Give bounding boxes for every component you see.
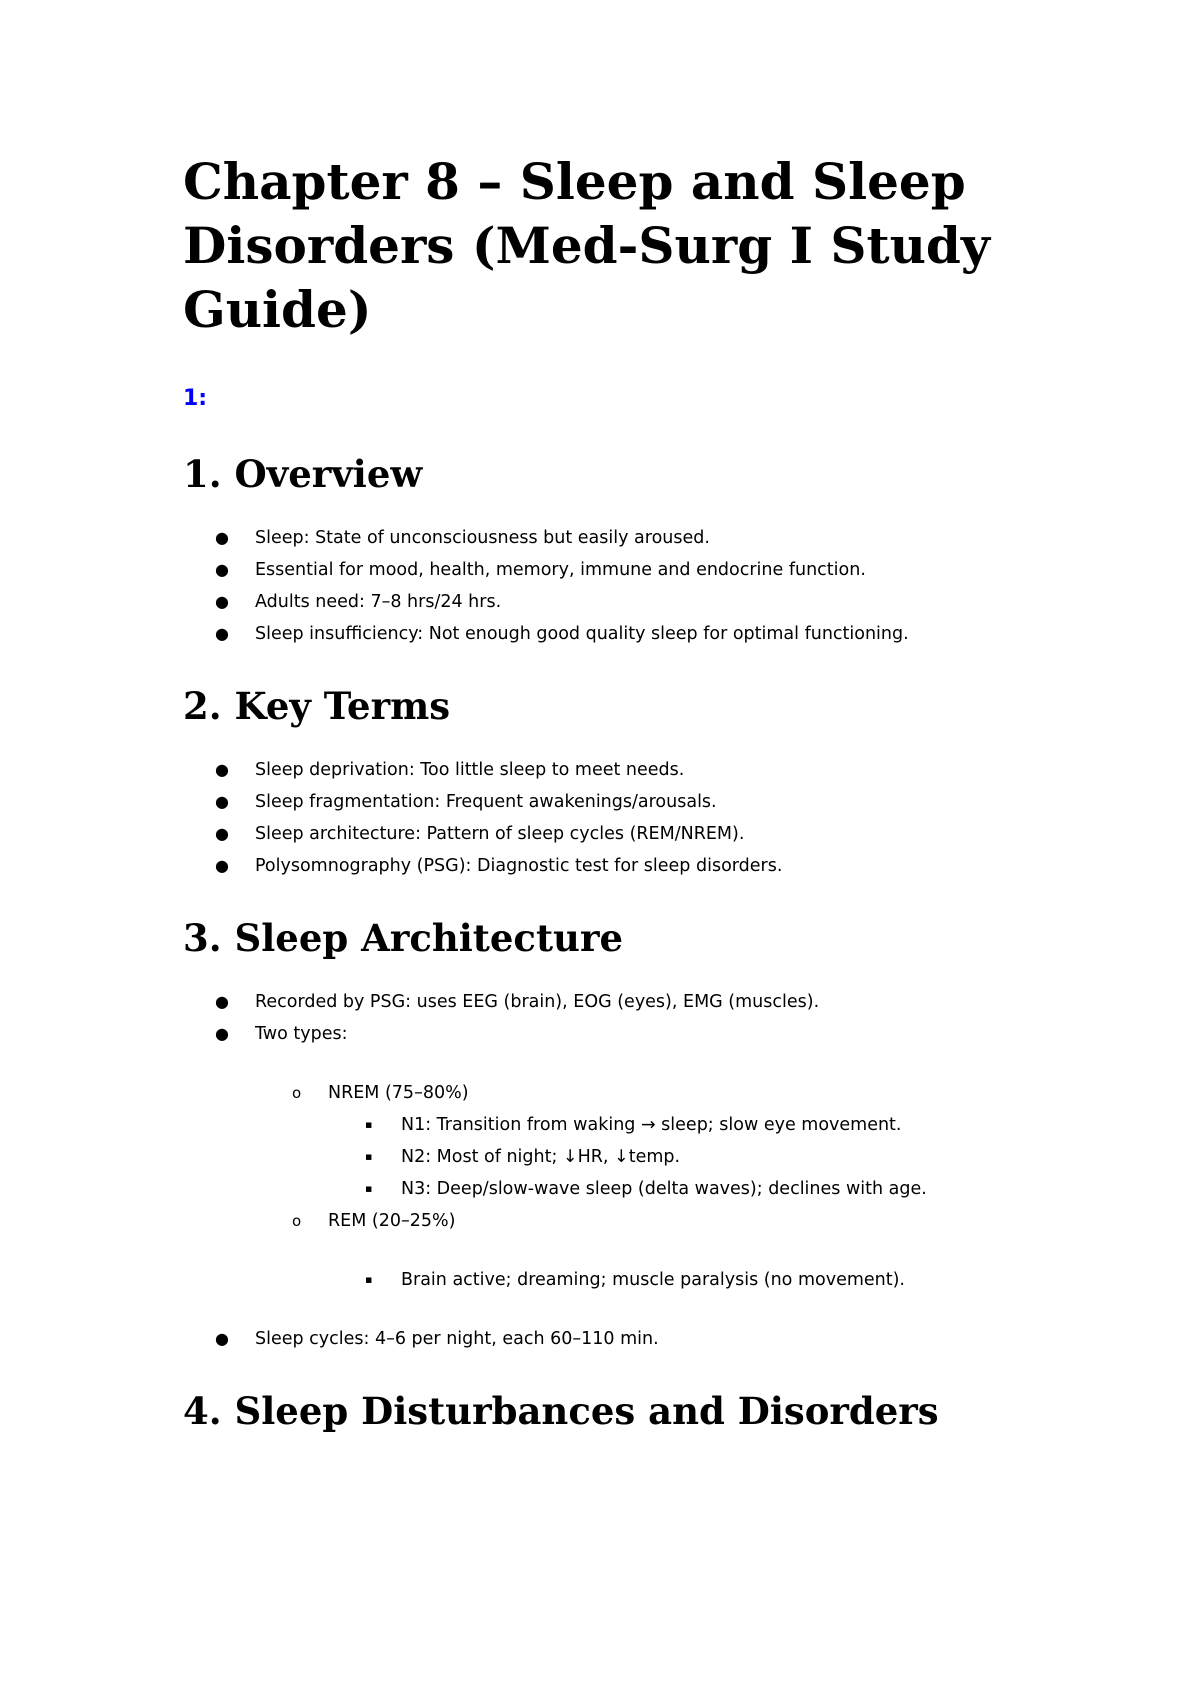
list-item: ● Recorded by PSG: uses EEG (brain), EOG (eyes), EMG (muscles). bbox=[183, 986, 1043, 1018]
document-title: Chapter 8 – Sleep and Sleep Disorders (Med-Surg I Study Guide) bbox=[183, 152, 990, 339]
bullet-icon: ● bbox=[215, 560, 229, 579]
square-bullet-icon: ▪ bbox=[365, 1182, 373, 1195]
bullet-icon: ● bbox=[215, 792, 229, 811]
bullet-icon: ● bbox=[215, 1024, 229, 1043]
rem-list bbox=[183, 1205, 1043, 1237]
bullet-icon: ● bbox=[215, 528, 229, 547]
rem-details-list bbox=[183, 1264, 1043, 1296]
section-number-label: 1: bbox=[183, 386, 208, 411]
list-item: ● Two types: bbox=[183, 1018, 1043, 1050]
list-item: ● Sleep fragmentation: Frequent awakenings/arousals. bbox=[183, 786, 1043, 818]
list-item: ● Essential for mood, health, memory, immune and endocrine function. bbox=[183, 554, 1043, 586]
sleep-types-list bbox=[183, 1077, 1043, 1109]
square-bullet-icon: ▪ bbox=[365, 1273, 373, 1286]
list-item: ▪ N2: Most of night; ↓HR, ↓temp. bbox=[183, 1141, 1043, 1173]
list-item-rem: o REM (20–25%) bbox=[183, 1205, 1043, 1237]
bullet-icon: ● bbox=[215, 624, 229, 643]
heading-sleep-architecture: 3. Sleep Architecture bbox=[183, 916, 623, 960]
bullet-icon: ● bbox=[215, 992, 229, 1011]
list-item: ● Polysomnography (PSG): Diagnostic test for sleep disorders. bbox=[183, 850, 1043, 882]
square-bullet-icon: ▪ bbox=[365, 1118, 373, 1131]
architecture-list bbox=[183, 986, 1043, 1050]
list-item: ● Sleep deprivation: Too little sleep to meet needs. bbox=[183, 754, 1043, 786]
hollow-bullet-icon: o bbox=[292, 1212, 302, 1230]
list-item: ● Sleep insufficiency: Not enough good quality sleep for optimal functioning. bbox=[183, 618, 1043, 650]
list-item: ▪ N1: Transition from waking → sleep; slow eye movement. bbox=[183, 1109, 1043, 1141]
list-item: ● Sleep architecture: Pattern of sleep cycles (REM/NREM). bbox=[183, 818, 1043, 850]
heading-overview: 1. Overview bbox=[183, 452, 423, 496]
bullet-icon: ● bbox=[215, 824, 229, 843]
list-item: ● Sleep: State of unconsciousness but easily aroused. bbox=[183, 522, 1043, 554]
square-bullet-icon: ▪ bbox=[365, 1150, 373, 1163]
hollow-bullet-icon: o bbox=[292, 1084, 302, 1102]
heading-key-terms: 2. Key Terms bbox=[183, 684, 451, 728]
heading-sleep-disturbances: 4. Sleep Disturbances and Disorders bbox=[183, 1389, 939, 1433]
overview-list bbox=[183, 522, 1043, 650]
list-item: ▪ N3: Deep/slow-wave sleep (delta waves); declines with age. bbox=[183, 1173, 1043, 1205]
nrem-stages-list bbox=[183, 1109, 1043, 1205]
key-terms-list bbox=[183, 754, 1043, 882]
bullet-icon: ● bbox=[215, 760, 229, 779]
cycles-list bbox=[183, 1323, 1043, 1355]
bullet-icon: ● bbox=[215, 1329, 229, 1348]
document-page bbox=[183, 150, 1043, 1433]
list-item: ● Adults need: 7–8 hrs/24 hrs. bbox=[183, 586, 1043, 618]
list-item-nrem: o NREM (75–80%) bbox=[183, 1077, 1043, 1109]
list-item: ● Sleep cycles: 4–6 per night, each 60–110 min. bbox=[183, 1323, 1043, 1355]
bullet-icon: ● bbox=[215, 592, 229, 611]
list-item: ▪ Brain active; dreaming; muscle paralysis (no movement). bbox=[183, 1264, 1043, 1296]
bullet-icon: ● bbox=[215, 856, 229, 875]
